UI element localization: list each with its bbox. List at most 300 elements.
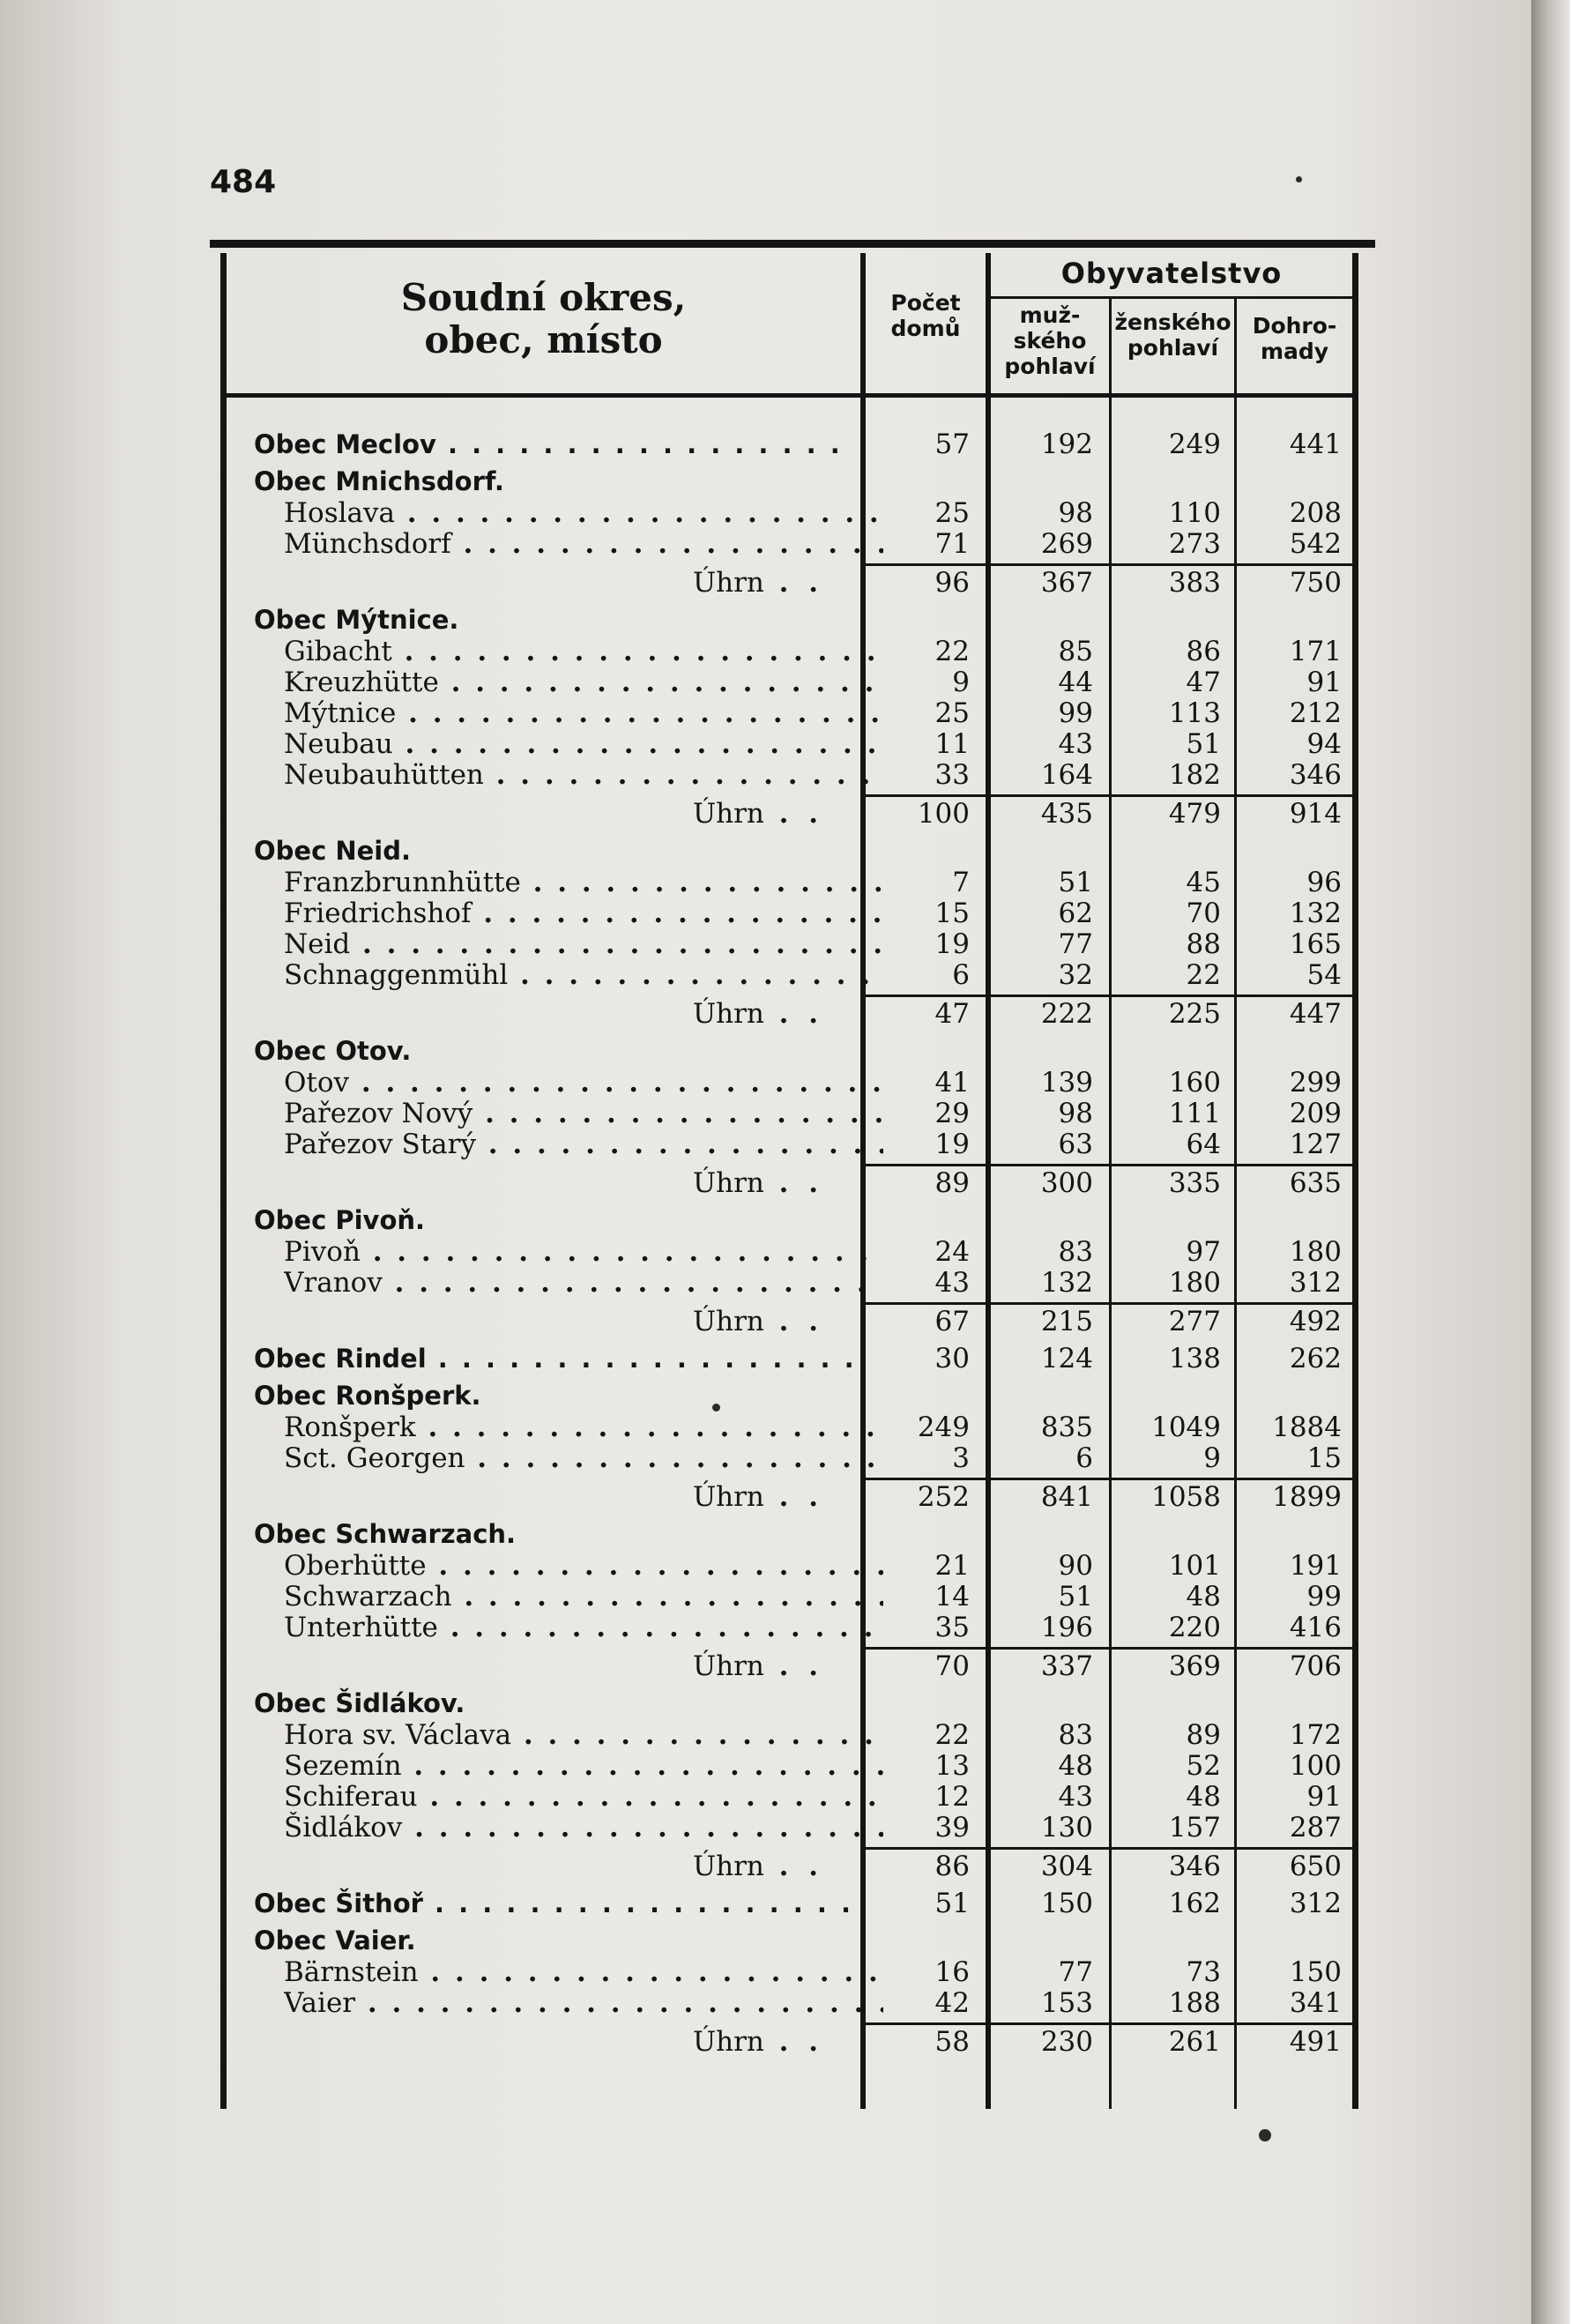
dohromady-cell: 165 <box>1289 928 1342 960</box>
pocet-domu-cell: 70 <box>934 1650 970 1682</box>
zeny-cell: 220 <box>1168 1612 1221 1643</box>
place-name: Pařezov Nový . . . <box>284 1098 883 1129</box>
table-row <box>0 867 1570 898</box>
header-dohr-line2: mady <box>1260 338 1329 364</box>
place-name: Oberhütte . . . <box>284 1550 883 1582</box>
muzi-cell: 62 <box>1058 898 1093 929</box>
pocet-domu-cell: 14 <box>934 1581 970 1613</box>
place-name: Vaier . . . <box>284 1987 883 2019</box>
sum-rule <box>1112 1302 1234 1305</box>
place-name: Schnaggenmühl . . . <box>284 959 883 991</box>
top-rule <box>210 240 1375 248</box>
place-name: Hora sv. Václava . . . <box>284 1719 883 1751</box>
dohromady-cell: 54 <box>1306 959 1342 991</box>
zeny-cell: 225 <box>1168 998 1221 1030</box>
muzi-cell: 139 <box>1040 1067 1093 1099</box>
place-name: Neubauhütten . . . <box>284 759 883 791</box>
total-label: Úhrn . . <box>693 1481 860 1513</box>
zeny-cell: 22 <box>1186 959 1221 991</box>
sum-rule <box>1237 563 1352 566</box>
municipality-name: Obec Rindel . . . <box>254 1343 853 1374</box>
zeny-cell: 111 <box>1168 1098 1221 1129</box>
muzi-cell: 150 <box>1040 1888 1093 1919</box>
place-name: Mýtnice . . . <box>284 697 883 729</box>
pocet-domu-cell: 41 <box>934 1067 970 1099</box>
zeny-cell: 261 <box>1168 2026 1221 2058</box>
header-zen-line2: pohlaví <box>1127 334 1219 361</box>
sum-rule <box>866 994 986 997</box>
table-row <box>0 1612 1570 1643</box>
zeny-cell: 369 <box>1168 1650 1221 1682</box>
dohromady-cell: 341 <box>1289 1987 1342 2019</box>
table-row <box>0 959 1570 991</box>
muzi-cell: 44 <box>1058 667 1093 698</box>
place-name: Otov . . . <box>284 1067 883 1099</box>
muzi-cell: 304 <box>1040 1851 1093 1882</box>
header-place-line2: obec, místo <box>424 318 663 362</box>
dohromady-cell: 1899 <box>1272 1481 1342 1513</box>
sum-rule <box>866 1847 986 1850</box>
place-name: Šidlákov . . . <box>284 1812 883 1844</box>
zeny-cell: 182 <box>1168 759 1221 791</box>
dohromady-cell: 15 <box>1306 1442 1342 1474</box>
table-row <box>0 759 1570 791</box>
dohromady-cell: 94 <box>1306 728 1342 760</box>
sum-rule <box>866 1302 986 1305</box>
municipality-heading-row <box>0 466 1570 497</box>
muzi-cell: 192 <box>1040 428 1093 460</box>
table-row <box>0 428 1570 460</box>
dohromady-cell: 209 <box>1289 1098 1342 1129</box>
municipality-name: Obec Schwarzach. <box>254 1519 517 1549</box>
pocet-domu-cell: 21 <box>934 1550 970 1582</box>
header-place-line1: Soudní okres, <box>400 276 687 319</box>
zeny-cell: 113 <box>1168 697 1221 729</box>
municipality-heading-row <box>0 1204 1570 1236</box>
total-row <box>0 1650 1570 1682</box>
total-label: Úhrn . . <box>693 798 860 830</box>
pocet-domu-cell: 67 <box>934 1306 970 1337</box>
dohromady-cell: 171 <box>1289 636 1342 667</box>
municipality-name: Obec Mýtnice. <box>254 605 459 635</box>
municipality-name: Obec Otov. <box>254 1036 412 1066</box>
sum-rule <box>1112 1647 1234 1650</box>
muzi-cell: 83 <box>1058 1236 1093 1268</box>
dohromady-cell: 346 <box>1289 759 1342 791</box>
muzi-cell: 215 <box>1040 1306 1093 1337</box>
zeny-cell: 45 <box>1186 867 1221 898</box>
sum-rule <box>1237 1302 1352 1305</box>
pocet-domu-cell: 25 <box>934 497 970 529</box>
table-row <box>0 928 1570 960</box>
pocet-domu-cell: 9 <box>952 667 970 698</box>
pocet-domu-cell: 3 <box>952 1442 970 1474</box>
table-row <box>0 1128 1570 1160</box>
dohromady-cell: 491 <box>1289 2026 1342 2058</box>
zeny-cell: 52 <box>1186 1750 1221 1782</box>
table-row <box>0 1343 1570 1374</box>
sum-rule <box>991 1302 1109 1305</box>
sum-rule <box>866 1478 986 1480</box>
muzi-cell: 51 <box>1058 867 1093 898</box>
header-pocet-line2: domů <box>890 315 961 341</box>
ink-speck <box>1296 176 1302 182</box>
muzi-cell: 196 <box>1040 1612 1093 1643</box>
municipality-name: Obec Neid. <box>254 836 412 866</box>
zeny-cell: 249 <box>1168 428 1221 460</box>
zeny-cell: 51 <box>1186 728 1221 760</box>
dohromady-cell: 312 <box>1289 1267 1342 1299</box>
muzi-cell: 77 <box>1058 928 1093 960</box>
sum-rule <box>991 563 1109 566</box>
muzi-cell: 835 <box>1040 1412 1093 1443</box>
total-label: Úhrn . . <box>693 1167 860 1199</box>
dohromady-cell: 132 <box>1289 898 1342 929</box>
dohromady-cell: 447 <box>1289 998 1342 1030</box>
pocet-domu-cell: 86 <box>934 1851 970 1882</box>
muzi-cell: 99 <box>1058 697 1093 729</box>
municipality-heading-row <box>0 1380 1570 1412</box>
pocet-domu-cell: 7 <box>952 867 970 898</box>
sum-rule <box>991 1478 1109 1480</box>
header-muz-line1: muž- <box>1019 302 1081 328</box>
sum-rule <box>991 994 1109 997</box>
table-row <box>0 728 1570 760</box>
table-row <box>0 1550 1570 1582</box>
dohromady-cell: 180 <box>1289 1236 1342 1268</box>
pocet-domu-cell: 25 <box>934 697 970 729</box>
sum-rule <box>1237 2022 1352 2025</box>
municipality-name: Obec Ronšperk. <box>254 1381 481 1411</box>
muzi-cell: 153 <box>1040 1987 1093 2019</box>
pocet-domu-cell: 43 <box>934 1267 970 1299</box>
sum-rule <box>1112 1164 1234 1166</box>
header-pocet-line1: Počet <box>890 290 961 316</box>
table-row <box>0 497 1570 529</box>
sum-rule <box>1112 2022 1234 2025</box>
pocet-domu-cell: 13 <box>934 1750 970 1782</box>
total-row <box>0 1851 1570 1882</box>
zeny-cell: 160 <box>1168 1067 1221 1099</box>
place-name: Bärnstein . . . <box>284 1956 883 1988</box>
place-name: Neid . . . <box>284 928 883 960</box>
table-row <box>0 667 1570 698</box>
muzi-cell: 164 <box>1040 759 1093 791</box>
muzi-cell: 48 <box>1058 1750 1093 1782</box>
pocet-domu-cell: 22 <box>934 636 970 667</box>
pocet-domu-cell: 100 <box>917 798 970 830</box>
total-row <box>0 1167 1570 1199</box>
place-name: Unterhütte . . . <box>284 1612 883 1643</box>
pocet-domu-cell: 71 <box>934 528 970 560</box>
dohromady-cell: 99 <box>1306 1581 1342 1613</box>
muzi-cell: 367 <box>1040 567 1093 599</box>
zeny-cell: 479 <box>1168 798 1221 830</box>
zeny-cell: 89 <box>1186 1719 1221 1751</box>
page-number: 484 <box>210 164 277 200</box>
place-name: Gibacht . . . <box>284 636 883 667</box>
municipality-name: Obec Šidlákov. <box>254 1688 465 1718</box>
zeny-cell: 73 <box>1186 1956 1221 1988</box>
zeny-cell: 97 <box>1186 1236 1221 1268</box>
muzi-cell: 337 <box>1040 1650 1093 1682</box>
total-row <box>0 567 1570 599</box>
municipality-name: Obec Pivoň. <box>254 1205 426 1235</box>
municipality-heading-row <box>0 1925 1570 1956</box>
place-name: Münchsdorf . . . <box>284 528 883 560</box>
zeny-cell: 335 <box>1168 1167 1221 1199</box>
dohromady-cell: 91 <box>1306 667 1342 698</box>
sum-rule <box>1237 1647 1352 1650</box>
total-label: Úhrn . . <box>693 998 860 1030</box>
place-name: Hoslava . . . <box>284 497 883 529</box>
zeny-cell: 162 <box>1168 1888 1221 1919</box>
pocet-domu-cell: 42 <box>934 1987 970 2019</box>
total-label: Úhrn . . <box>693 1306 860 1337</box>
zeny-cell: 70 <box>1186 898 1221 929</box>
sum-rule <box>991 1164 1109 1166</box>
zeny-cell: 110 <box>1168 497 1221 529</box>
ink-speck <box>712 1404 720 1412</box>
zeny-cell: 277 <box>1168 1306 1221 1337</box>
dohromady-cell: 750 <box>1289 567 1342 599</box>
dohromady-cell: 212 <box>1289 697 1342 729</box>
zeny-cell: 188 <box>1168 1987 1221 2019</box>
place-name: Schwarzach . . . <box>284 1581 883 1613</box>
sum-rule <box>1112 563 1234 566</box>
place-name: Pařezov Starý . . . <box>284 1128 883 1160</box>
place-name: Sezemín . . . <box>284 1750 883 1782</box>
municipality-name: Obec Vaier. <box>254 1925 416 1955</box>
zeny-cell: 64 <box>1186 1128 1221 1160</box>
header-pocet-domu <box>866 291 986 342</box>
pocet-domu-cell: 22 <box>934 1719 970 1751</box>
zeny-cell: 47 <box>1186 667 1221 698</box>
zeny-cell: 1058 <box>1151 1481 1221 1513</box>
table-row <box>0 1581 1570 1613</box>
muzi-cell: 43 <box>1058 1781 1093 1813</box>
muzi-cell: 300 <box>1040 1167 1093 1199</box>
dohromady-cell: 100 <box>1289 1750 1342 1782</box>
table-row <box>0 1236 1570 1268</box>
dohromady-cell: 299 <box>1289 1067 1342 1099</box>
zeny-cell: 88 <box>1186 928 1221 960</box>
dohromady-cell: 542 <box>1289 528 1342 560</box>
sum-rule <box>866 563 986 566</box>
place-name: Kreuzhütte . . . <box>284 667 883 698</box>
pocet-domu-cell: 16 <box>934 1956 970 1988</box>
municipality-heading-row <box>0 1035 1570 1067</box>
table-row <box>0 528 1570 560</box>
pocet-domu-cell: 51 <box>934 1888 970 1919</box>
dohromady-cell: 91 <box>1306 1781 1342 1813</box>
dohromady-cell: 208 <box>1289 497 1342 529</box>
total-label: Úhrn . . <box>693 1650 860 1682</box>
sum-rule <box>1112 794 1234 797</box>
sum-rule <box>866 794 986 797</box>
total-label: Úhrn . . <box>693 2026 860 2058</box>
table-row <box>0 1812 1570 1844</box>
total-row <box>0 1481 1570 1513</box>
pocet-domu-cell: 11 <box>934 728 970 760</box>
place-name: Sct. Georgen . . . <box>284 1442 883 1474</box>
dohromady-cell: 706 <box>1289 1650 1342 1682</box>
sum-rule <box>866 2022 986 2025</box>
table-row <box>0 1888 1570 1919</box>
total-row <box>0 998 1570 1030</box>
total-row <box>0 1306 1570 1337</box>
table-row <box>0 1987 1570 2019</box>
sum-rule <box>991 1647 1109 1650</box>
sum-rule <box>1112 994 1234 997</box>
table-row <box>0 636 1570 667</box>
sum-rule <box>1112 1478 1234 1480</box>
dohromady-cell: 1884 <box>1272 1412 1342 1443</box>
muzi-cell: 222 <box>1040 998 1093 1030</box>
dohromady-cell: 172 <box>1289 1719 1342 1751</box>
sum-rule <box>1237 794 1352 797</box>
dohromady-cell: 650 <box>1289 1851 1342 1882</box>
pocet-domu-cell: 30 <box>934 1343 970 1374</box>
place-name: Franzbrunnhütte . . . <box>284 867 883 898</box>
zeny-cell: 48 <box>1186 1781 1221 1813</box>
zeny-cell: 180 <box>1168 1267 1221 1299</box>
place-name: Neubau . . . <box>284 728 883 760</box>
pocet-domu-cell: 6 <box>952 959 970 991</box>
total-row <box>0 2026 1570 2058</box>
zeny-cell: 86 <box>1186 636 1221 667</box>
dohromady-cell: 312 <box>1289 1888 1342 1919</box>
municipality-name: Obec Mnichsdorf. <box>254 466 504 496</box>
dohromady-cell: 416 <box>1289 1612 1342 1643</box>
obyvatelstvo-underline <box>991 296 1352 299</box>
header-muz <box>991 303 1109 379</box>
header-muz-line2: ského <box>1013 327 1087 354</box>
muzi-cell: 124 <box>1040 1343 1093 1374</box>
municipality-heading-row <box>0 835 1570 867</box>
municipality-heading-row <box>0 604 1570 636</box>
pocet-domu-cell: 19 <box>934 928 970 960</box>
muzi-cell: 85 <box>1058 636 1093 667</box>
place-name: Friedrichshof . . . <box>284 898 883 929</box>
muzi-cell: 230 <box>1040 2026 1093 2058</box>
muzi-cell: 77 <box>1058 1956 1093 1988</box>
place-name: Schiferau . . . <box>284 1781 883 1813</box>
table-row <box>0 1442 1570 1474</box>
dohromady-cell: 127 <box>1289 1128 1342 1160</box>
table-row <box>0 1098 1570 1129</box>
header-dohr-line1: Dohro- <box>1252 313 1337 339</box>
muzi-cell: 98 <box>1058 497 1093 529</box>
pocet-domu-cell: 47 <box>934 998 970 1030</box>
pocet-domu-cell: 57 <box>934 428 970 460</box>
table-row <box>0 697 1570 729</box>
zeny-cell: 157 <box>1168 1812 1221 1844</box>
place-name: Pivoň . . . <box>284 1236 883 1268</box>
place-name: Vranov . . . <box>284 1267 883 1299</box>
ink-speck <box>1259 2129 1271 2142</box>
table-row <box>0 1719 1570 1751</box>
header-muz-line3: pohlaví <box>1004 353 1096 379</box>
pocet-domu-cell: 33 <box>934 759 970 791</box>
dohromady-cell: 287 <box>1289 1812 1342 1844</box>
muzi-cell: 132 <box>1040 1267 1093 1299</box>
pocet-domu-cell: 35 <box>934 1612 970 1643</box>
zeny-cell: 9 <box>1203 1442 1221 1474</box>
muzi-cell: 269 <box>1040 528 1093 560</box>
pocet-domu-cell: 12 <box>934 1781 970 1813</box>
muzi-cell: 841 <box>1040 1481 1093 1513</box>
header-zen <box>1112 310 1234 361</box>
table-row <box>0 1750 1570 1782</box>
place-name: Ronšperk . . . <box>284 1412 883 1443</box>
sum-rule <box>1237 1847 1352 1850</box>
pocet-domu-cell: 252 <box>917 1481 970 1513</box>
pocet-domu-cell: 19 <box>934 1128 970 1160</box>
table-row <box>0 1956 1570 1988</box>
municipality-name: Obec Šithoř . . . <box>254 1888 853 1919</box>
muzi-cell: 83 <box>1058 1719 1093 1751</box>
municipality-name: Obec Meclov . . . <box>254 428 853 460</box>
total-label: Úhrn . . <box>693 567 860 599</box>
muzi-cell: 63 <box>1058 1128 1093 1160</box>
pocet-domu-cell: 39 <box>934 1812 970 1844</box>
zeny-cell: 1049 <box>1151 1412 1221 1443</box>
zeny-cell: 346 <box>1168 1851 1221 1882</box>
muzi-cell: 43 <box>1058 728 1093 760</box>
municipality-heading-row <box>0 1518 1570 1550</box>
table-row <box>0 1267 1570 1299</box>
table-row <box>0 1067 1570 1099</box>
header-obyvatelstvo: Obyvatelstvo <box>1060 257 1283 290</box>
muzi-cell: 51 <box>1058 1581 1093 1613</box>
dohromady-cell: 191 <box>1289 1550 1342 1582</box>
zeny-cell: 48 <box>1186 1581 1221 1613</box>
muzi-cell: 435 <box>1040 798 1093 830</box>
sum-rule <box>991 1847 1109 1850</box>
sum-rule <box>1237 1478 1352 1480</box>
dohromady-cell: 441 <box>1289 428 1342 460</box>
muzi-cell: 130 <box>1040 1812 1093 1844</box>
header-place <box>227 277 860 362</box>
dohromady-cell: 262 <box>1289 1343 1342 1374</box>
dohromady-cell: 914 <box>1289 798 1342 830</box>
dohromady-cell: 150 <box>1289 1956 1342 1988</box>
pocet-domu-cell: 15 <box>934 898 970 929</box>
header-zen-line1: ženského <box>1114 309 1231 335</box>
muzi-cell: 32 <box>1058 959 1093 991</box>
muzi-cell: 98 <box>1058 1098 1093 1129</box>
dohromady-cell: 635 <box>1289 1167 1342 1199</box>
table-row <box>0 1412 1570 1443</box>
zeny-cell: 383 <box>1168 567 1221 599</box>
municipality-heading-row <box>0 1687 1570 1719</box>
table-row <box>0 898 1570 929</box>
sum-rule <box>991 2022 1109 2025</box>
header-bottom-rule <box>227 393 1352 398</box>
zeny-cell: 138 <box>1168 1343 1221 1374</box>
sum-rule <box>866 1164 986 1166</box>
header-dohromady <box>1237 314 1352 365</box>
muzi-cell: 90 <box>1058 1550 1093 1582</box>
sum-rule <box>991 794 1109 797</box>
pocet-domu-cell: 249 <box>917 1412 970 1443</box>
dohromady-cell: 492 <box>1289 1306 1342 1337</box>
pocet-domu-cell: 58 <box>934 2026 970 2058</box>
sum-rule <box>1237 994 1352 997</box>
pocet-domu-cell: 96 <box>934 567 970 599</box>
sum-rule <box>1112 1847 1234 1850</box>
